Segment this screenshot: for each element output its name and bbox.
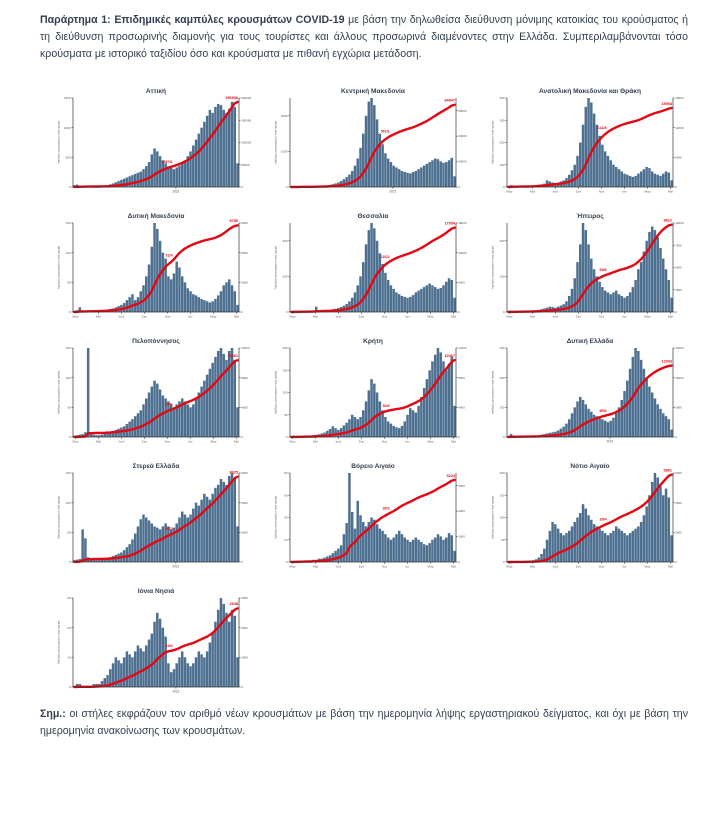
left-axis-tick-label: 0 [285,185,288,190]
left-axis-tick-label: 0 [502,560,505,565]
left-axis-tick-label: 1000 [280,149,288,154]
cumulative-total-label: 3224 [446,473,455,478]
daily-cases-bars [73,348,239,437]
right-axis-tick-label: 18000 [458,221,467,226]
epidemic-curve-svg [53,209,258,327]
month-tick-label: Μαϊ [530,314,535,319]
daily-cases-bars [73,598,239,687]
left-axis-tick-label: 150 [65,471,71,476]
month-tick-label: Ιουλ [335,564,342,569]
left-axis-caption: Αριθμός κρουσμάτων ανά ημέρα [490,495,495,540]
left-axis-tick-label: 20 [67,625,71,630]
month-tick-label: Μαϊ [451,314,456,319]
right-axis-tick-label: 10000 [675,375,684,380]
right-axis-tick-label: 0 [458,435,460,440]
left-axis-caption: Αριθμός κρουσμάτων ανά ημέρα [273,120,278,165]
left-axis-tick-label: 30 [67,596,71,601]
month-tick-label: Μαρ [289,314,296,319]
month-tick-label: Σεπ [358,564,365,569]
month-tick-label: Ιαν [405,314,410,319]
right-axis-tick-label: 6000 [458,280,465,285]
cumulative-total-label: 15953 [661,101,672,106]
year-tick-label: 2021 [172,564,180,569]
month-tick-label: Ιουλ [118,439,125,444]
left-axis-tick-label: 50 [67,280,71,285]
left-axis-tick-label: 150 [65,221,71,226]
epidemic-curve-svg [53,84,258,202]
left-axis-tick-label: 200 [499,140,505,145]
epidemic-curve-svg [53,459,258,577]
left-axis-tick-label: 50 [284,412,288,417]
left-axis-tick-label: 200 [499,238,505,243]
month-tick-label: Μαρ [506,189,513,194]
left-axis-caption: Αριθμός κρουσμάτων ανά ημέρα [490,120,495,165]
month-tick-label: Μαϊ [530,189,535,194]
left-axis-tick-label: 2000 [280,113,288,118]
right-axis-tick-label: 0 [675,310,677,315]
right-axis-tick-label: 3000 [241,596,248,601]
cumulative-total-label: 190936 [225,95,238,100]
left-axis-tick-label: 0 [68,310,71,315]
right-axis-tick-label: 0 [241,560,243,565]
month-tick-label: Μαϊ [313,564,318,569]
left-axis-caption: Αριθμός κρουσμάτων ανά ημέρα [56,120,61,165]
chart-7 [53,334,258,452]
daily-cases-bars [507,348,673,437]
chart-6 [487,209,692,327]
axes [73,598,239,687]
right-axis-tick-label: 2000 [675,530,682,535]
right-axis-tick-label: 5000 [675,405,682,410]
month-tick-label: Νοε [598,189,605,194]
month-tick-label: Ιουλ [552,189,559,194]
month-tick-label: Μαϊ [530,564,535,569]
month-tick-label: Μαϊ [668,189,673,194]
month-tick-label: Νοε [381,314,388,319]
chart-3 [487,84,692,202]
cumulative-total-label: 8625 [229,470,238,475]
left-axis-tick-label: 100 [65,375,71,380]
axes [73,348,239,437]
right-axis-tick-label: 6000 [241,500,248,505]
appendix-title: Επιδημικές καμπύλες κρουσμάτων COVID-19 [110,14,345,26]
cumulative-mid-label: 11022 [380,254,390,259]
right-axis-tick-label: 15000 [675,346,684,351]
month-tick-label: Σεπ [575,564,582,569]
axes [507,348,673,437]
right-axis-tick-label: 2500 [675,287,682,292]
epidemic-curve-svg [270,84,475,202]
month-tick-label: Μαρ [644,564,651,569]
epidemic-curve-svg [487,209,692,327]
right-axis-tick-label: 200000 [241,96,252,101]
footnote-body-text: οι στήλες εκφράζουν τον αριθμό νέων κρουσμάτων με βάση την ημερομηνία λήψης εργαστηριακού δείγματος, και όχι με βάση την ημερομηνία ανακοίνωσης των κρουσμάτων. [40,708,688,738]
left-axis-tick-label: 50 [67,530,71,535]
right-axis-tick-label: 3000 [241,530,248,535]
month-tick-label: Μαϊ [451,564,456,569]
left-axis-caption: Αριθμός κρουσμάτων ανά ημέρα [273,370,278,415]
cumulative-cases-curve [74,225,237,312]
left-axis-tick-label: 200 [499,471,505,476]
month-tick-label: Μαρ [210,439,217,444]
left-axis-tick-label: 1000 [63,125,71,130]
month-tick-label: Σεπ [141,439,148,444]
footnote [40,706,688,740]
axes [507,98,673,187]
daily-cases-bars [507,98,673,187]
left-axis-tick-label: 0 [285,435,288,440]
daily-cases-bars [73,223,239,312]
daily-cases-bars [290,98,456,187]
left-axis-tick-label: 0 [68,685,71,690]
right-axis-tick-label: 100000 [241,140,252,145]
left-axis-tick-label: 50 [501,537,505,542]
daily-cases-bars [290,223,456,312]
axes [507,473,673,562]
month-tick-label: Νοε [164,439,171,444]
right-axis-tick-label: 6000 [675,471,682,476]
month-tick-label: Μαϊ [313,314,318,319]
month-tick-label: Σεπ [575,314,582,319]
left-axis-tick-label: 500 [65,155,71,160]
cumulative-total-label: 10361 [227,353,238,358]
cumulative-total-label: 64647 [444,98,455,103]
left-axis-tick-label: 0 [502,310,505,315]
left-axis-tick-label: 400 [282,238,288,243]
left-axis-tick-label: 60 [284,493,288,498]
chart-title: Κεντρική Μακεδονία [341,88,405,95]
right-axis-tick-label: 0 [458,560,460,565]
right-axis-tick-label: 20000 [458,159,467,164]
month-tick-label: Μαϊ [313,439,318,444]
chart-title: Θεσσαλία [357,213,389,220]
chart-title: Ήπειρος [576,213,604,220]
month-tick-label: Μαρ [289,439,296,444]
chart-title: Ανατολική Μακεδονία και Θράκη [539,88,641,95]
month-tick-label: Μαϊ [96,314,101,319]
left-axis-caption: Αριθμός κρουσμάτων ανά ημέρα [56,495,61,540]
right-axis-tick-label: 9000 [241,221,248,226]
right-axis-tick-label: 40000 [458,134,467,139]
daily-cases-bars [290,473,456,562]
left-axis-tick-label: 20 [284,537,288,542]
left-axis-tick-label: 200 [282,274,288,279]
left-axis-tick-label: 100 [65,500,71,505]
right-axis-tick-label: 8000 [458,375,465,380]
right-axis-tick-label: 9000 [241,471,248,476]
month-tick-label: Ιαν [622,564,627,569]
right-axis-tick-label: 10000 [675,221,684,226]
right-axis-tick-label: 5000 [675,265,682,270]
axes [290,473,456,562]
axes [290,348,456,437]
left-axis-caption: Αριθμός κρουσμάτων ανά ημέρα [490,370,495,415]
cumulative-mid-label: 50211 [380,129,390,134]
right-axis-tick-label: 1000 [241,655,248,660]
left-axis-tick-label: 0 [502,435,505,440]
month-tick-label: Νοε [381,564,388,569]
left-axis-tick-label: 100 [499,515,505,520]
month-tick-label: Σεπ [141,314,148,319]
cumulative-mid-label: 104731 [161,159,173,164]
right-axis-tick-label: 1000 [458,534,465,539]
month-tick-label: Σεπ [358,439,365,444]
left-axis-tick-label: 150 [282,368,288,373]
cumulative-total-label: 8756 [229,219,238,224]
month-tick-label: Μαϊ [234,439,239,444]
left-axis-tick-label: 0 [285,560,288,565]
month-tick-label: Μαρ [644,189,651,194]
month-tick-label: Ιαν [622,314,627,319]
right-axis-tick-label: 0 [675,435,677,440]
cumulative-mid-label: 3304 [599,517,607,522]
left-axis-tick-label: 150 [499,493,505,498]
right-axis-tick-label: 6000 [675,155,682,160]
year-tick-label: 2021 [606,439,614,444]
left-axis-tick-label: 80 [284,471,288,476]
right-axis-tick-label: 12000 [458,250,467,255]
daily-cases-bars [290,348,456,437]
cumulative-mid-label: 2645 [382,404,390,409]
right-axis-tick-label: 3000 [241,280,248,285]
left-axis-tick-label: 40 [284,515,288,520]
left-axis-caption: Αριθμός κρουσμάτων ανά ημέρα [273,495,278,540]
month-tick-label: Νοε [164,314,171,319]
month-tick-label: Μαρ [427,314,434,319]
right-axis-tick-label: 4000 [458,405,465,410]
cumulative-mid-label: 4673 [165,527,173,532]
cumulative-mid-label: 5366 [599,268,607,273]
cumulative-mid-label: 5941 [165,402,173,407]
chart-5 [270,209,475,327]
epidemic-curve-svg [53,334,258,452]
left-axis-tick-label: 10 [67,655,71,660]
chart-1 [53,84,258,202]
month-tick-label: Μαρ [427,439,434,444]
cumulative-mid-label: 5124 [165,253,173,258]
chart-12 [487,459,692,577]
month-tick-label: Ιουλ [552,314,559,319]
left-axis-tick-label: 200 [282,346,288,351]
left-axis-tick-label: 300 [499,118,505,123]
chart-title: Ιόνια Νησιά [137,588,175,595]
left-axis-tick-label: 1500 [63,96,71,101]
month-tick-label: Μαϊ [96,439,101,444]
left-axis-caption: Αριθμός κρουσμάτων ανά ημέρα [56,245,61,290]
left-axis-tick-label: 100 [499,162,505,167]
right-axis-tick-label: 3000 [458,483,465,488]
right-axis-tick-label: 50000 [241,162,250,167]
appendix-body-text: με βάση την δηλωθείσα διεύθυνση μόνιμης κατοικίας του κρούσματος ή τη διεύθυνση προσωρινής διαμονής για τους τουρίστες και άλλους προσωρινά διαμένοντες στην Ελλάδα. Συμπεριλαμβάνονται τόσο κρούσματα με ιστορικό ταξιδίου όσο και κρούσματα με πιθανή εγχώρια μετάδοση. [40,14,689,61]
axes [507,223,673,312]
year-tick-label: 2021 [389,189,397,194]
month-tick-label: Μαϊ [668,564,673,569]
chart-2 [270,84,475,202]
cumulative-mid-label: 11426 [597,125,607,130]
right-axis-tick-label: 2000 [458,509,465,514]
left-axis-tick-label: 100 [65,250,71,255]
cumulative-total-label: 10367 [444,353,455,358]
left-axis-tick-label: 300 [499,346,505,351]
month-tick-label: Ιουλ [118,314,125,319]
right-axis-tick-label: 0 [241,310,243,315]
month-tick-label: Μαρ [506,564,513,569]
right-axis-tick-label: 8000 [241,375,248,380]
month-tick-label: Μαρ [506,314,513,319]
cumulative-total-label: 9812 [663,218,672,223]
right-axis-tick-label: 4000 [675,500,682,505]
right-axis-tick-label: 0 [675,185,677,190]
chart-10 [53,459,258,577]
left-axis-tick-label: 100 [499,274,505,279]
epidemic-curve-svg [53,584,258,702]
right-axis-tick-label: 60000 [458,108,467,113]
chart-13 [53,584,258,702]
month-tick-label: Σεπ [358,314,365,319]
month-tick-label: Ιαν [188,314,193,319]
daily-cases-bars [507,223,673,312]
right-axis-tick-label: 12000 [675,125,684,130]
month-tick-label: Ιουλ [335,314,342,319]
epidemic-curves-grid [53,84,695,702]
month-tick-label: Μαρ [427,564,434,569]
month-tick-label: Μαρ [210,314,217,319]
month-tick-label: Μαρ [289,564,296,569]
month-tick-label: Μαϊ [234,314,239,319]
cumulative-total-label: 2648 [229,602,238,607]
month-tick-label: Μαρ [72,314,79,319]
cumulative-mid-label: 1304 [165,644,173,649]
cumulative-mid-label: 1602 [382,506,390,511]
left-axis-tick-label: 100 [499,405,505,410]
left-axis-caption: Αριθμός κρουσμάτων ανά ημέρα [490,245,495,290]
epidemic-curve-svg [487,84,692,202]
epidemic-curve-svg [270,459,475,577]
month-tick-label: Σεπ [575,189,582,194]
chart-title: Πελοπόννησος [132,338,180,345]
axes [73,223,239,312]
month-tick-label: Ιαν [622,189,627,194]
cumulative-total-label: 5891 [663,468,672,473]
month-tick-label: Νοε [598,564,605,569]
right-axis-tick-label: 12000 [241,346,250,351]
right-axis-tick-label: 7500 [675,243,682,248]
chart-11 [270,459,475,577]
left-axis-tick-label: 0 [502,185,505,190]
right-axis-tick-label: 12000 [458,346,467,351]
appendix-label: Παράρτημα 1: [40,14,111,26]
month-tick-label: Μαϊ [451,439,456,444]
daily-cases-bars [507,473,673,562]
axes [290,223,456,312]
chart-4 [53,209,258,327]
left-axis-tick-label: 100 [282,390,288,395]
chart-title: Δυτική Ελλάδα [566,338,614,345]
left-axis-tick-label: 50 [67,405,71,410]
left-axis-tick-label: 0 [68,560,71,565]
epidemic-curve-svg [270,334,475,452]
month-tick-label: Ιαν [188,439,193,444]
cumulative-mid-label: 6530 [599,408,607,413]
left-axis-tick-label: 150 [65,346,71,351]
epidemic-curve-svg [487,459,692,577]
left-axis-tick-label: 0 [285,310,288,315]
month-tick-label: Νοε [598,314,605,319]
month-tick-label: Μαρ [644,314,651,319]
month-tick-label: Ιουλ [335,439,342,444]
month-tick-label: Μαρ [72,439,79,444]
cumulative-total-label: 17054 [444,221,455,226]
chart-8 [270,334,475,452]
right-axis-tick-label: 4000 [241,405,248,410]
left-axis-tick-label: 0 [68,435,71,440]
chart-title: Νότιο Αιγαίο [570,463,610,470]
left-axis-tick-label: 400 [499,96,505,101]
right-axis-tick-label: 0 [241,685,243,690]
left-axis-caption: Αριθμός κρουσμάτων ανά ημέρα [56,620,61,665]
left-axis-tick-label: 200 [499,375,505,380]
year-tick-label: 2021 [172,189,180,194]
axes [290,98,456,187]
chart-title: Δυτική Μακεδονία [127,213,185,220]
right-axis-tick-label: 2000 [241,625,248,630]
year-tick-label: 2021 [172,689,180,694]
right-axis-tick-label: 0 [241,185,243,190]
month-tick-label: Ιαν [405,564,410,569]
cumulative-total-label: 12033 [661,359,672,364]
chart-title: Στερεά Ελλάδα [132,463,180,470]
appendix-header [40,12,688,63]
chart-9 [487,334,692,452]
chart-title: Κρήτη [363,338,383,345]
right-axis-tick-label: 0 [458,185,460,190]
right-axis-tick-label: 150000 [241,118,252,123]
epidemic-curve-svg [270,209,475,327]
left-axis-caption: Αριθμός κρουσμάτων ανά ημέρα [56,370,61,415]
month-tick-label: Μαϊ [668,314,673,319]
month-tick-label: Ιουλ [552,564,559,569]
month-tick-label: Νοε [381,439,388,444]
right-axis-tick-label: 0 [241,435,243,440]
left-axis-tick-label: 0 [68,185,71,190]
right-axis-tick-label: 6000 [241,250,248,255]
month-tick-label: Ιαν [405,439,410,444]
right-axis-tick-label: 18000 [675,96,684,101]
footnote-label: Σημ.: [40,708,66,720]
chart-title: Αττική [145,88,167,95]
right-axis-tick-label: 0 [675,560,677,565]
chart-title: Βόρειο Αιγαίο [351,463,395,470]
epidemic-curve-svg [487,334,692,452]
right-axis-tick-label: 0 [458,310,460,315]
left-axis-caption: Αριθμός κρουσμάτων ανά ημέρα [273,245,278,290]
